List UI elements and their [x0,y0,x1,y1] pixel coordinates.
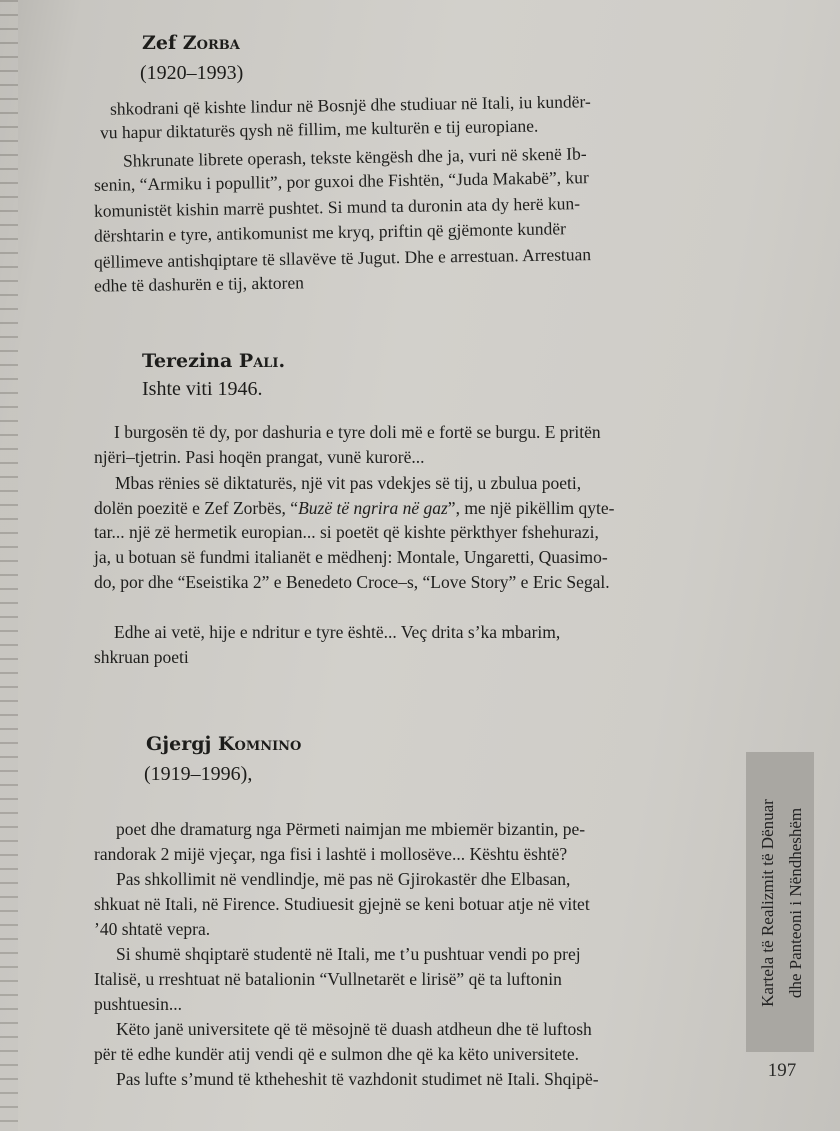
text-line: tar... një zë hermetik europian... si poetët që kishte përkthyer fshehurazi, [94,522,599,542]
text-line: senin, “Armiku i popullit”, por guxoi dhe Fishtën, “Juda Makabë”, kur [93,167,589,195]
entry-surname: Pali [238,350,279,372]
text-fragment: ”, me një pikëllim qyte- [447,498,615,518]
text-line: Si shumë shqiptarë studentë në Itali, me t’u pushtuar vendi po prej [116,944,581,964]
text-line: poet dhe dramaturg nga Përmeti naimjan me mbiemër bizantin, pe- [116,819,586,839]
entry-name-pali [142,350,285,372]
text-line: ’40 shtatë vepra. [94,919,211,939]
text-line: pushtuesin... [94,994,182,1014]
text-line-mixed [94,497,614,519]
entry-surname: Zorba [182,32,240,54]
text-line: shkruan poeti [94,647,189,667]
entry-name-komnino [146,733,301,755]
entry-first-name: Terezina [142,350,233,372]
entry-name-zorba [142,32,240,54]
entry-name-suffix: . [278,350,286,372]
text-line: vu hapur diktaturës qysh në fillim, me kulturën e tij europiane. [99,115,539,143]
text-line: shkodrani që kishte lindur në Bosnjë dhe studiuar në Itali, iu kundër- [109,91,591,119]
text-line: edhe të dashurën e tij, aktoren [93,272,305,296]
text-line: randorak 2 mijë vjeçar, nga fisi i lashtë i mollosëve... Kështu është? [94,844,568,864]
page-binding-edge [0,0,18,1131]
side-section-title-line2: dhe Panteoni i Nëndheshëm [786,807,805,999]
text-line: qëllimeve antishqiptare të sllavëve të Jugut. Dhe e arrestuan. Arrestuan [93,244,592,272]
text-line: ja, u botuan së fundmi italianët e mëdhenj: Montale, Ungaretti, Quasimo- [94,547,608,567]
text-line: Shkrunate librete operash, tekste këngësh dhe ja, vuri në skenë Ib- [122,143,587,171]
text-line: Mbas rënies së diktaturës, një vit pas vdekjes së tij, u zbulua poeti, [115,473,582,493]
text-line: Këto janë universitete që të mësojnë të duash atdheun dhe të luftosh [116,1019,592,1039]
text-line: I burgosën të dy, por dashuria e tyre doli më e fortë se burgu. E pritën [114,422,601,442]
entry-dates-komnino: (1919–1996), [144,763,253,785]
entry-first-name: Gjergj [146,733,212,755]
text-line: Italisë, u rreshtuat në batalionin “Vullnetarët e lirisë” që ta luftonin [94,969,562,989]
entry-first-name: Zef [142,32,177,54]
text-line: Pas lufte s’mund të ktheheshit të vazhdonit studimet në Itali. Shqipë- [116,1069,599,1089]
entry-year-pali: Ishte viti 1946. [142,378,263,400]
text-line: Pas shkollimit në vendlindje, më pas në Gjirokastër dhe Elbasan, [116,869,571,889]
text-line: shkuat në Itali, në Firence. Studiuesit gjejnë se keni botuar atje në vitet [94,894,590,914]
poem-title: Buzë të ngrira në gaz [298,498,448,518]
side-section-title-line1: Kartela të Realizmit të Dënuar [758,799,777,1007]
text-line: dërshtarin e tyre, antikomunist me kryq, priftin që gjëmonte kundër [93,218,567,246]
text-line: komunistët kishin marrë pushtet. Si mund ta duronin ata dy herë kun- [93,193,581,221]
text-line: për të edhe kundër atij vendi që e sulmon dhe që ka këto universitete. [94,1044,579,1064]
text-line: Edhe ai vetë, hije e ndritur e tyre është... Veç drita s’ka mbarim, [114,622,561,642]
entry-surname: Komnino [217,733,302,755]
text-fragment: dolën poezitë e Zef Zorbës, “ [94,498,299,518]
text-line: njëri–tjetrin. Pasi hoqën prangat, vunë kurorë... [94,447,425,467]
entry-dates-zorba: (1920–1993) [140,62,244,84]
text-line: do, por dhe “Eseistika 2” e Benedeto Croce–s, “Love Story” e Eric Segal. [94,572,610,592]
page-number: 197 [767,1060,797,1081]
